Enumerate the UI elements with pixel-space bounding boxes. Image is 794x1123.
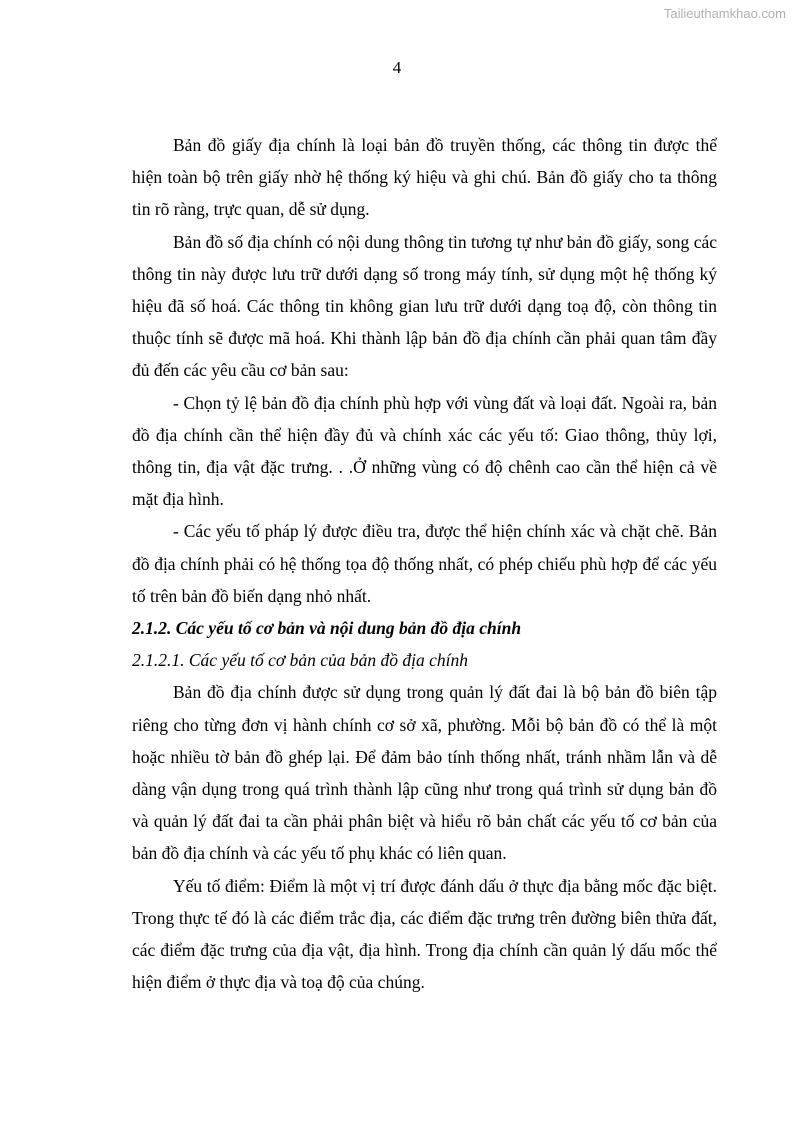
subsection-heading: 2.1.2.1. Các yếu tố cơ bản của bản đồ địa chính xyxy=(132,650,468,671)
watermark: Tailieuthamkhao.com xyxy=(663,6,786,21)
paragraph-point-element: Yếu tố điểm: Điểm là một vị trí được đánh dấu ở thực địa bằng mốc đặc biệt. Trong thực tế đó là các điểm trắc địa, các điểm đặc trưng trên đường biên thửa đất, các điểm đặc trưng của địa vật, địa hình. Trong địa chính cần quản lý dấu mốc thể hiện điểm ở thực địa và toạ độ của chúng. xyxy=(132,875,717,993)
paragraph-scale-requirement: - Chọn tỷ lệ bản đồ địa chính phù hợp với vùng đất và loại đất. Ngoài ra, bản đồ địa chính cần thể hiện đầy đủ và chính xác các yếu tố: Giao thông, thủy lợi, thông tin, địa vật đặc trưng. . .Ở những vùng có độ chênh cao cần thể hiện cả về mặt địa hình. xyxy=(132,392,717,510)
paragraph-paper-map: Bản đồ giấy địa chính là loại bản đồ truyền thống, các thông tin được thể hiện toàn bộ trên giấy nhờ hệ thống ký hiệu và ghi chú. Bản đồ giấy cho ta thông tin rõ ràng, trực quan, dễ sử dụng. xyxy=(132,135,717,220)
paragraph-map-set: Bản đồ địa chính được sử dụng trong quản lý đất đai là bộ bản đồ biên tập riêng cho từng đơn vị hành chính cơ sở xã, phường. Mỗi bộ bản đồ có thể là một hoặc nhiều tờ bản đồ ghép lại. Để đảm bảo tính thống nhất, tránh nhầm lẫn và dễ dàng vận dụng trong quá trình thành lập cũng như trong quá trình sử dụng bản đồ và quản lý đất đai ta cần phải phân biệt và hiểu rõ bản chất các yếu tố cơ bản của bản đồ địa chính và các yếu tố phụ khác có liên quan. xyxy=(132,682,717,864)
section-heading: 2.1.2. Các yếu tố cơ bản và nội dung bản đồ địa chính xyxy=(132,618,522,639)
paragraph-digital-map: Bản đồ số địa chính có nội dung thông tin tương tự như bản đồ giấy, song các thông tin này được lưu trữ dưới dạng số trong máy tính, sử dụng một hệ thống ký hiệu đã số hoá. Các thông tin không gian lưu trữ dưới dạng toạ độ, còn thông tin thuộc tính sẽ được mã hoá. Khi thành lập bản đồ địa chính cần phải quan tâm đầy đủ đến các yêu cầu cơ bản sau: xyxy=(132,231,717,381)
document-body xyxy=(132,129,717,998)
page-number: 4 xyxy=(392,58,402,77)
paragraph-legal-requirement: - Các yếu tố pháp lý được điều tra, được thể hiện chính xác và chặt chẽ. Bản đồ địa chính phải có hệ thống tọa độ thống nhất, có phép chiếu phù hợp để các yếu tố trên bản đồ biến dạng nhỏ nhất. xyxy=(132,521,717,606)
